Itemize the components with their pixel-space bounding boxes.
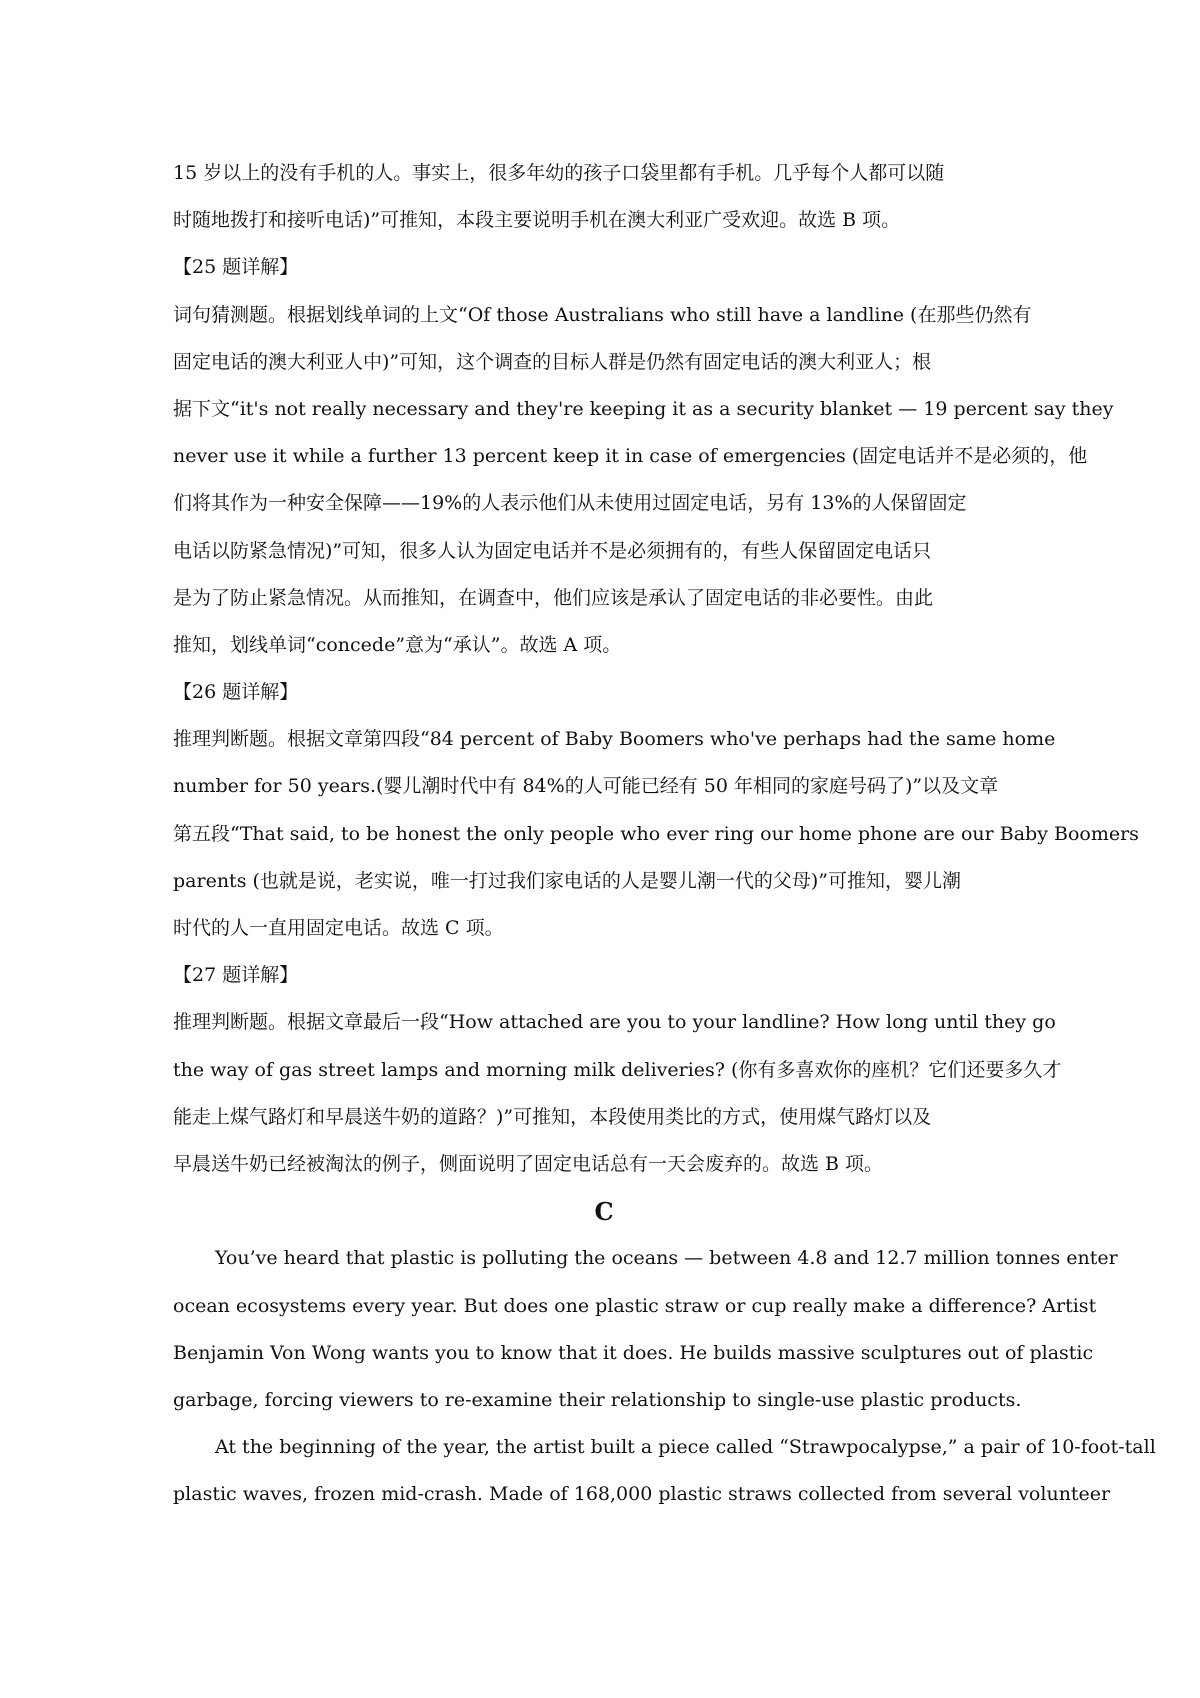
q26-line: 时代的人一直用固定电话。故选 C 项。 — [173, 917, 504, 939]
q27-line: the way of gas street lamps and morning milk deliveries? (你有多喜欢你的座机？它们还要多久才 — [173, 1058, 1062, 1081]
q26-line: number for 50 years.(婴儿潮时代中有 84%的人可能已经有 50 年相同的家庭号码了)”以及文章 — [173, 775, 999, 798]
q25-line: 固定电话的澳大利亚人中)”可知，这个调查的目标人群是仍然有固定电话的澳大利亚人；根 — [173, 350, 932, 373]
q25-line: never use it while a further 13 percent keep it in case of emergencies (固定电话并不是必须的，他 — [173, 445, 1088, 468]
intro-line: 15 岁以上的没有手机的人。事实上，很多年幼的孩子口袋里都有手机。几乎每个人都可以随 — [173, 162, 945, 184]
q27-heading: 【27 题详解】 — [173, 964, 299, 987]
q27-line: 推理判断题。根据文章最后一段“How attached are you to your landline? How long until they go — [173, 1011, 1056, 1034]
section-c-title: C — [594, 1197, 614, 1227]
q25-line: 电话以防紧急情况)”可知，很多人认为固定电话并不是必须拥有的，有些人保留固定电话只 — [173, 539, 932, 562]
document-body — [173, 150, 1156, 1518]
q25-line: 们将其作为一种安全保障——19%的人表示他们从未使用过固定电话，另有 13%的人保留固定 — [173, 492, 967, 515]
passage-line: garbage, forcing viewers to re-examine their relationship to single-use plastic products. — [173, 1388, 1022, 1411]
passage-line: Benjamin Von Wong wants you to know that it does. He builds massive sculptures out of plastic — [173, 1341, 1094, 1364]
q25-heading: 【25 题详解】 — [173, 256, 299, 279]
q25-line: 是为了防止紧急情况。从而推知，在调查中，他们应该是承认了固定电话的非必要性。由此 — [173, 586, 934, 609]
q26-heading: 【26 题详解】 — [173, 681, 299, 704]
q25-line: 据下文“it's not really necessary and they're keeping it as a security blanket — 19 percent say they — [173, 397, 1114, 420]
q26-line: 推理判断题。根据文章第四段“84 percent of Baby Boomers who've perhaps had the same home — [173, 728, 1056, 751]
passage-line: ocean ecosystems every year. But does one plastic straw or cup really make a difference? Artist — [173, 1294, 1097, 1317]
q27-line: 能走上煤气路灯和早晨送牛奶的道路？)”可推知，本段使用类比的方式，使用煤气路灯以及 — [173, 1105, 932, 1128]
q26-line: parents (也就是说，老实说，唯一打过我们家电话的人是婴儿潮一代的父母)”可推知，婴儿潮 — [173, 869, 962, 892]
q25-line: 推知，划线单词“concede”意为“承认”。故选 A 项。 — [173, 633, 622, 656]
q27-line: 早晨送牛奶已经被淘汰的例子，侧面说明了固定电话总有一天会废弃的。故选 B 项。 — [173, 1152, 884, 1175]
passage-line: You’ve heard that plastic is polluting the oceans — between 4.8 and 12.7 million tonnes enter — [215, 1247, 1118, 1270]
intro-line: 时随地拨打和接听电话)”可推知，本段主要说明手机在澳大利亚广受欢迎。故选 B 项。 — [173, 209, 901, 232]
q26-line: 第五段“That said, to be honest the only people who ever ring our home phone are our Baby Boomers — [173, 822, 1139, 845]
q25-line: 词句猜测题。根据划线单词的上文“Of those Australians who still have a landline (在那些仍然有 — [173, 303, 1032, 326]
passage-line: plastic waves, frozen mid-crash. Made of 168,000 plastic straws collected from several volunteer — [173, 1483, 1111, 1506]
passage-line: At the beginning of the year, the artist built a piece called “Strawpocalypse,” a pair of 10-foot-tall — [215, 1436, 1156, 1459]
